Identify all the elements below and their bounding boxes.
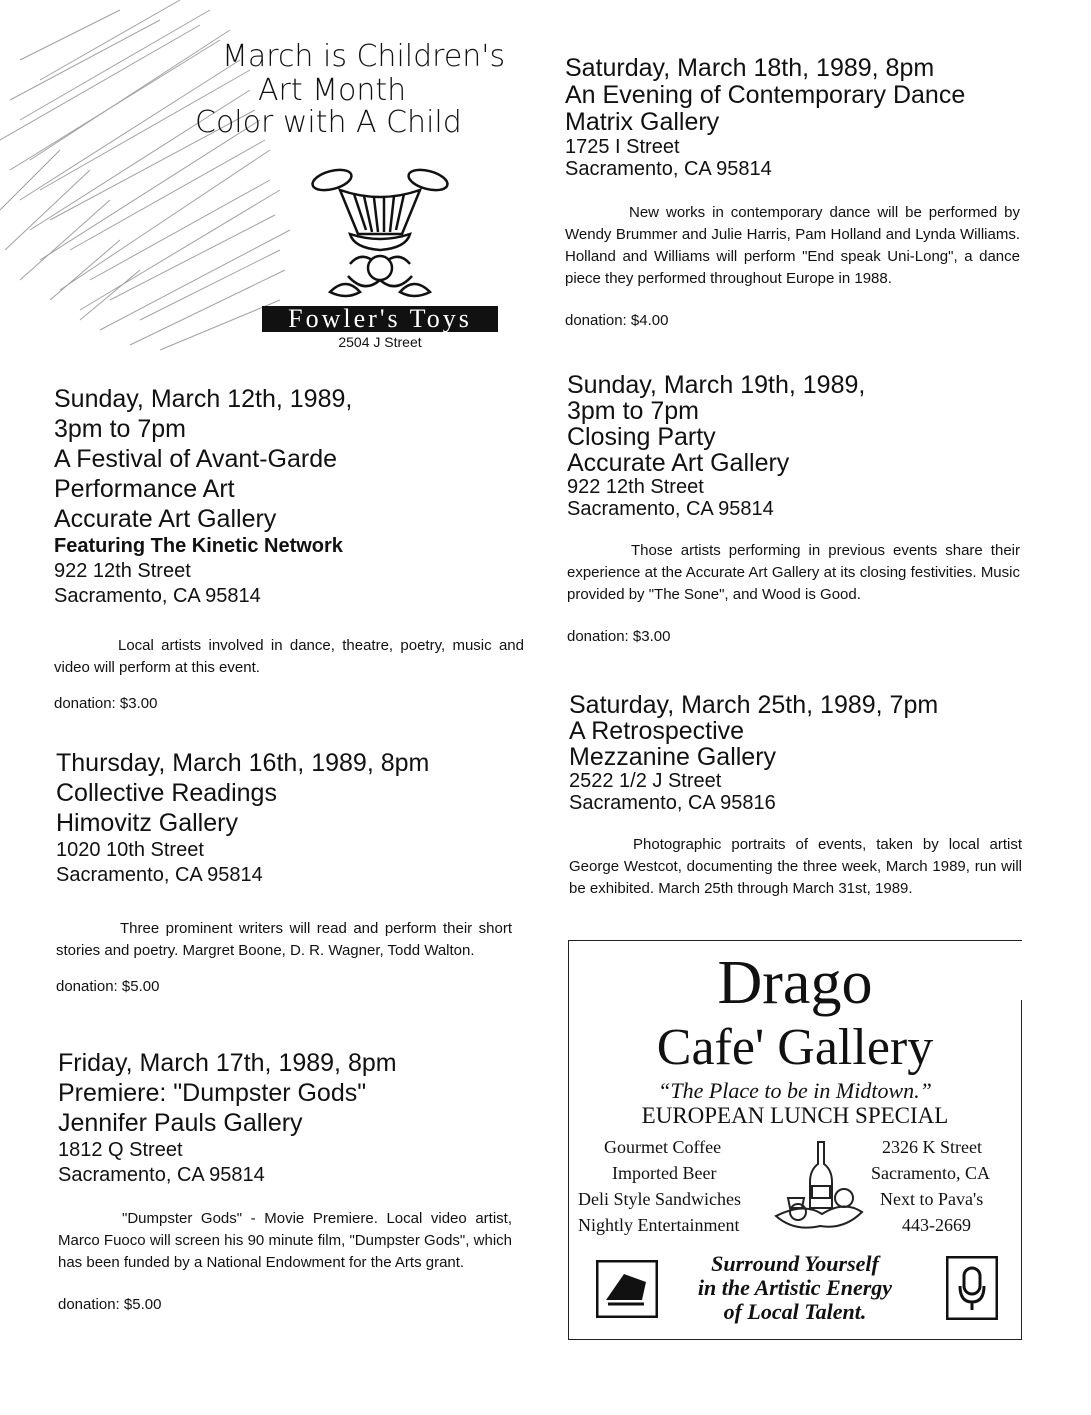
event-street: 1812 Q Street (58, 1139, 183, 1161)
piano-icon (596, 1260, 658, 1318)
event-donation: donation: $4.00 (565, 312, 669, 329)
clown-toy-icon (310, 164, 450, 304)
ad-name-cafe-gallery: Cafe' Gallery (656, 1019, 934, 1076)
event-date: Saturday, March 25th, 1989, 7pm (569, 691, 939, 719)
event-donation: donation: $5.00 (58, 1296, 162, 1313)
event-featuring: Featuring The Kinetic Network (54, 535, 343, 557)
event-city: Sacramento, CA 95814 (54, 585, 261, 607)
event-march-25 (569, 692, 1022, 900)
ad-phone: 443-2669 (902, 1215, 971, 1235)
event-date: Sunday, March 12th, 1989, (54, 385, 353, 413)
ad-tagline: “The Place to be in Midtown.” (658, 1078, 932, 1103)
event-description: Three prominent writers will read and perform their short stories and poetry. Margret Boone, D. R. Wagner, Todd Walton. (56, 920, 512, 959)
event-city: Sacramento, CA 95816 (569, 792, 776, 814)
event-description: Those artists performing in previous events share their experience at the Accurate Art Gallery at its closing festivities. Music provided by "The Sone", and Wood is Good. (567, 542, 1020, 603)
event-title: An Evening of Contemporary Dance (565, 81, 966, 109)
event-city: Sacramento, CA 95814 (56, 864, 263, 886)
header-line-3: Color with A Child (195, 105, 462, 140)
event-venue: Matrix Gallery (565, 108, 720, 136)
event-date: Thursday, March 16th, 1989, 8pm (56, 749, 430, 777)
ad-slogan-line-1: Surround Yourself (711, 1251, 879, 1276)
event-venue: Mezzanine Gallery (569, 743, 777, 771)
ad-item: Gourmet Coffee (604, 1137, 722, 1157)
event-title-2: Performance Art (54, 475, 235, 503)
logo-banner: Fowler's Toys (262, 306, 498, 332)
event-march-16 (56, 748, 512, 998)
ad-item: Deli Style Sandwiches (578, 1189, 741, 1209)
event-street: 922 12th Street (54, 560, 191, 582)
event-venue: Accurate Art Gallery (567, 449, 790, 477)
event-time: 3pm to 7pm (54, 415, 187, 443)
event-march-17 (58, 1048, 512, 1316)
event-donation: donation: $5.00 (56, 978, 160, 995)
event-street: 1725 I Street (565, 136, 680, 158)
event-date: Sunday, March 19th, 1989, (567, 371, 866, 399)
event-street: 922 12th Street (567, 476, 704, 498)
ad-slogan-line-3: of Local Talent. (723, 1299, 867, 1324)
event-title: A Retrospective (569, 717, 745, 745)
event-time: 3pm to 7pm (567, 397, 700, 425)
ad-address: 2326 K Street (882, 1137, 982, 1157)
wine-bottle-food-icon (774, 1138, 864, 1234)
event-march-19 (567, 372, 1020, 648)
ad-item: Imported Beer (612, 1163, 717, 1183)
event-title: Closing Party (567, 423, 716, 451)
event-description: Local artists involved in dance, theatre, poetry, music and video will perform at this event. (54, 637, 524, 676)
event-description: New works in contemporary dance will be performed by Wendy Brummer and Julie Harris, Pam Holland and Lynda Williams. Holland and Williams will perform "End speak Uni-Long", a dance piece they performed throughout Europe in 1988. (565, 204, 1020, 287)
event-venue: Accurate Art Gallery (54, 505, 277, 533)
ad-special: EUROPEAN LUNCH SPECIAL (641, 1103, 949, 1128)
event-march-12 (54, 384, 524, 715)
microphone-icon (946, 1256, 998, 1320)
event-street: 1020 10th Street (56, 839, 204, 861)
event-city: Sacramento, CA 95814 (565, 158, 772, 180)
event-title: Premiere: "Dumpster Gods" (58, 1079, 367, 1107)
event-date: Saturday, March 18th, 1989, 8pm (565, 54, 935, 82)
event-venue: Himovitz Gallery (56, 809, 238, 837)
ad-city: Sacramento, CA (871, 1163, 990, 1183)
event-donation: donation: $3.00 (567, 628, 671, 645)
ad-name-drago: Drago (717, 949, 873, 1017)
event-description: Photographic portraits of events, taken by local artist George Westcot, documenting the three week, March 1989, run will be exhibited. March 25th through March 31st, 1989. (569, 836, 1022, 897)
event-title: Collective Readings (56, 779, 277, 807)
fowlers-toys-logo (262, 164, 498, 350)
event-date: Friday, March 17th, 1989, 8pm (58, 1049, 397, 1077)
event-street: 2522 1/2 J Street (569, 770, 722, 792)
event-description: "Dumpster Gods" - Movie Premiere. Local video artist, Marco Fuoco will screen his 90 minute film, "Dumpster Gods", which has been funded by a National Endowment for the Arts grant. (58, 1210, 512, 1271)
event-title: A Festival of Avant-Garde (54, 445, 338, 473)
header-line-2: Art Month (258, 73, 407, 108)
logo-address: 2504 J Street (338, 334, 422, 350)
event-donation: donation: $3.00 (54, 695, 158, 712)
drago-cafe-gallery-ad (568, 940, 1022, 1340)
event-venue: Jennifer Pauls Gallery (58, 1109, 303, 1137)
event-city: Sacramento, CA 95814 (567, 498, 774, 520)
ad-item: Nightly Entertainment (578, 1215, 740, 1235)
header-line-1: March is Children's (222, 39, 506, 74)
ad-location-note: Next to Pava's (880, 1189, 984, 1209)
event-march-18 (565, 55, 1020, 332)
event-city: Sacramento, CA 95814 (58, 1164, 265, 1186)
ad-slogan-line-2: in the Artistic Energy (697, 1275, 893, 1300)
